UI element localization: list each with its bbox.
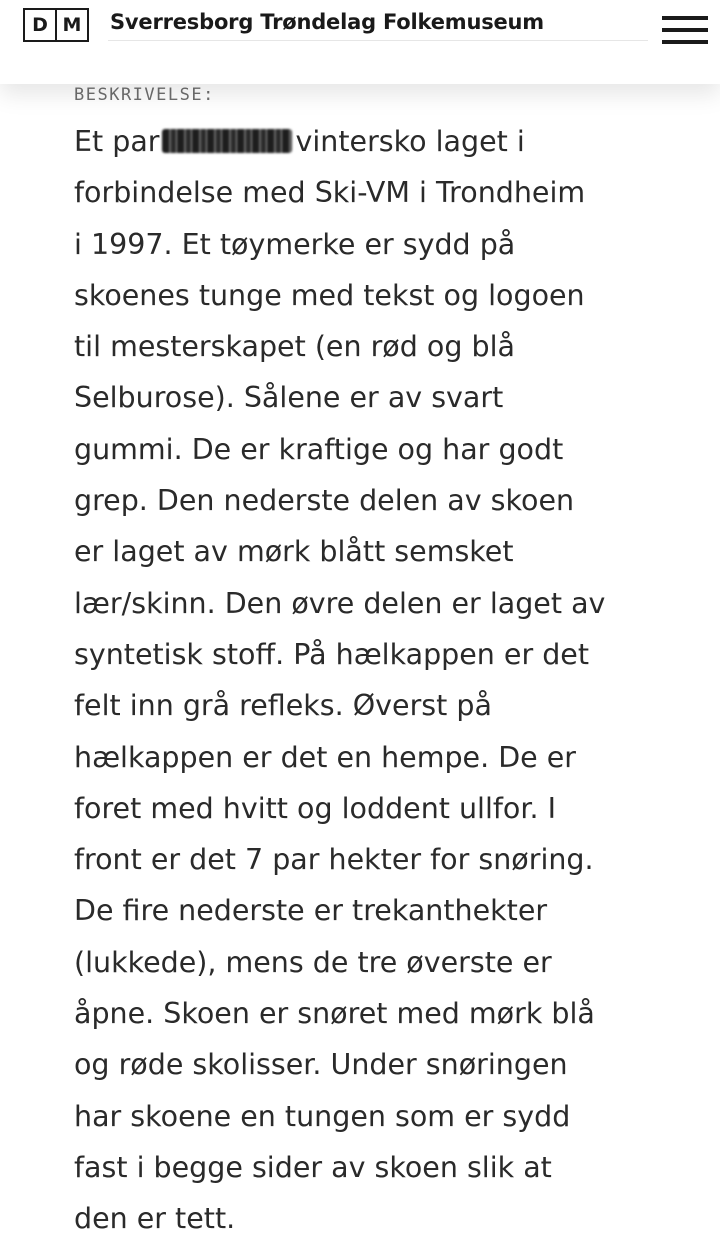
logo-letter-d: D (23, 8, 57, 42)
site-header (0, 0, 720, 84)
description-line: og røde skolisser. Under snøringen (74, 1048, 568, 1082)
menu-button[interactable] (662, 14, 710, 48)
description-first-words: Et par (74, 125, 160, 158)
description-line: lær/skinn. Den øvre delen er laget av (74, 586, 606, 620)
title-divider (108, 40, 648, 41)
logo-letter-m: M (55, 8, 89, 42)
description-text (74, 116, 674, 1245)
description-line: front er det 7 par hekter for snøring. (74, 843, 594, 877)
description-line: gummi. De er kraftige og har godt (74, 432, 564, 466)
description-line (74, 116, 674, 167)
description-line: skoenes tunge med tekst og logoen (74, 278, 585, 312)
description-label: BESKRIVELSE: (74, 85, 215, 105)
description-line: har skoene en tungen som er sydd (74, 1099, 571, 1133)
description-line: hælkappen er det en hempe. De er (74, 740, 576, 774)
description-line: i 1997. Et tøymerke er sydd på (74, 227, 516, 261)
site-title[interactable]: Sverresborg Trøndelag Folkemuseum (110, 10, 544, 34)
description-first-rest: vintersko laget i (295, 125, 525, 158)
description-line: åpne. Skoen er snøret med mørk blå (74, 997, 595, 1031)
museum-logo[interactable] (23, 8, 89, 42)
description-line: den er tett. (74, 1202, 236, 1236)
description-line: syntetisk stoff. På hælkappen er det (74, 637, 590, 671)
description-line: grep. Den nederste delen av skoen (74, 484, 575, 518)
redacted-word (162, 129, 292, 153)
description-line: felt inn grå refleks. Øverst på (74, 689, 492, 723)
description-line: Selburose). Sålene er av svart (74, 381, 504, 415)
description-line: til mesterskapet (en rød og blå (74, 330, 515, 364)
description-line: er laget av mørk blått semsket (74, 535, 514, 569)
description-line: fast i begge sider av skoen slik at (74, 1150, 552, 1184)
description-section (74, 82, 674, 1245)
description-line: foret med hvitt og loddent ullfor. I (74, 791, 556, 825)
description-line: De fire nederste er trekanthekter (74, 894, 548, 928)
description-line: forbindelse med Ski-VM i Trondheim (74, 176, 586, 210)
description-line: (lukkede), mens de tre øverste er (74, 945, 552, 979)
